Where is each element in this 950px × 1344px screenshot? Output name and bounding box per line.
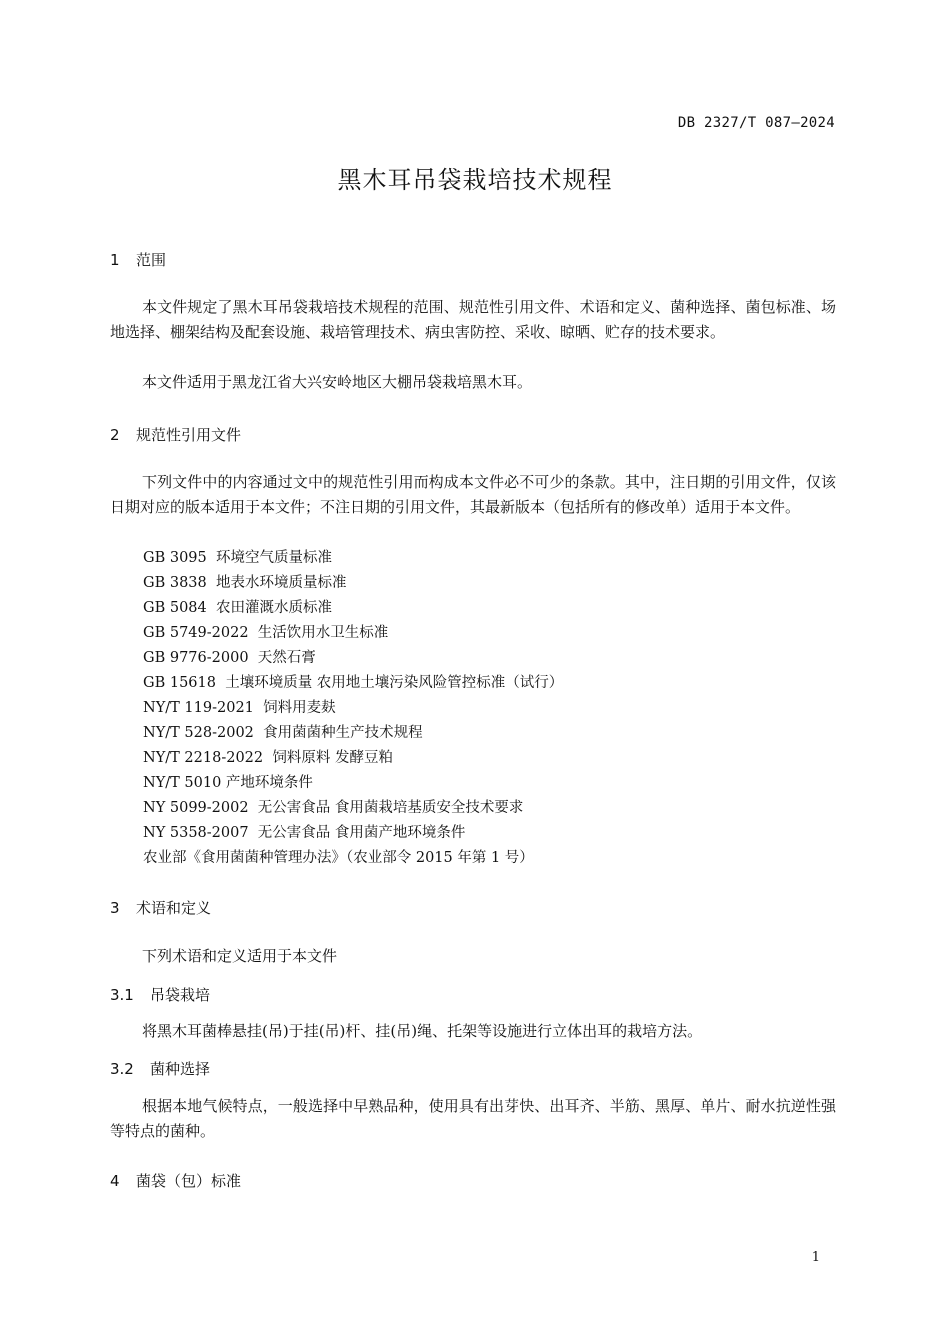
section-2-heading bbox=[110, 424, 241, 445]
section-number: 3.2 bbox=[110, 1060, 134, 1078]
reference-item: NY/T 2218-2022 饲料原料 发酵豆粕 bbox=[143, 750, 393, 766]
section-number: 3.1 bbox=[110, 986, 134, 1004]
reference-item: NY/T 5010 产地环境条件 bbox=[143, 775, 313, 791]
reference-item: GB 15618 土壤环境质量 农用地土壤污染风险管控标准（试行） bbox=[143, 675, 564, 691]
reference-item: GB 3838 地表水环境质量标准 bbox=[143, 575, 347, 591]
document-code: DB 2327/T 087—2024 bbox=[677, 115, 835, 131]
reference-item: GB 3095 环境空气质量标准 bbox=[143, 550, 332, 566]
reference-item: GB 5084 农田灌溉水质标准 bbox=[143, 600, 332, 616]
paragraph: 下列术语和定义适用于本文件 bbox=[142, 947, 338, 965]
reference-item: NY 5358-2007 无公害食品 食用菌产地环境条件 bbox=[143, 825, 466, 841]
reference-item: NY 5099-2002 无公害食品 食用菌栽培基质安全技术要求 bbox=[143, 800, 524, 816]
reference-item: GB 9776-2000 天然石膏 bbox=[143, 650, 316, 666]
reference-item: NY/T 119-2021 饲料用麦麸 bbox=[143, 700, 336, 716]
section-title: 规范性引用文件 bbox=[136, 426, 242, 444]
section-number: 3 bbox=[110, 899, 120, 917]
section-number: 2 bbox=[110, 426, 120, 444]
subsection-3-1-heading bbox=[110, 984, 210, 1005]
section-title: 吊袋栽培 bbox=[150, 986, 211, 1004]
reference-item: NY/T 528-2002 食用菌菌种生产技术规程 bbox=[143, 725, 423, 741]
subsection-3-2-heading bbox=[110, 1058, 210, 1079]
document-title: 黑木耳吊袋栽培技术规程 bbox=[337, 166, 613, 194]
reference-item: 农业部《食用菌菌种管理办法》（农业部令 2015 年第 1 号） bbox=[143, 850, 534, 866]
section-3-heading bbox=[110, 897, 211, 918]
paragraph: 本文件适用于黑龙江省大兴安岭地区大棚吊袋栽培黑木耳。 bbox=[142, 373, 533, 391]
paragraph: 下列文件中的内容通过文中的规范性引用而构成本文件必不可少的条款。其中，注日期的引用文件，仅该日期对应的版本适用于本文件；不注日期的引用文件，其最新版本（包括所有的修改单）适用于本文件。 bbox=[110, 473, 836, 516]
section-title: 菌袋（包）标准 bbox=[136, 1172, 242, 1190]
paragraph: 根据本地气候特点，一般选择中早熟品种，使用具有出芽快、出耳齐、半筋、黑厚、单片、耐水抗逆性强等特点的菌种。 bbox=[110, 1097, 836, 1140]
section-title: 术语和定义 bbox=[136, 899, 212, 917]
section-4-heading bbox=[110, 1170, 241, 1191]
page-number: 1 bbox=[811, 1250, 820, 1265]
paragraph: 将黑木耳菌棒悬挂(吊)于挂(吊)杆、挂(吊)绳、托架等设施进行立体出耳的栽培方法。 bbox=[142, 1022, 703, 1040]
section-title: 范围 bbox=[136, 251, 167, 269]
reference-item: GB 5749-2022 生活饮用水卫生标准 bbox=[143, 625, 389, 641]
section-number: 4 bbox=[110, 1172, 120, 1190]
section-title: 菌种选择 bbox=[150, 1060, 211, 1078]
section-number: 1 bbox=[110, 251, 120, 269]
section-1-heading bbox=[110, 249, 166, 270]
paragraph: 本文件规定了黑木耳吊袋栽培技术规程的范围、规范性引用文件、术语和定义、菌种选择、菌包标准、场地选择、棚架结构及配套设施、栽培管理技术、病虫害防控、采收、晾晒、贮存的技术要求。 bbox=[110, 298, 836, 341]
